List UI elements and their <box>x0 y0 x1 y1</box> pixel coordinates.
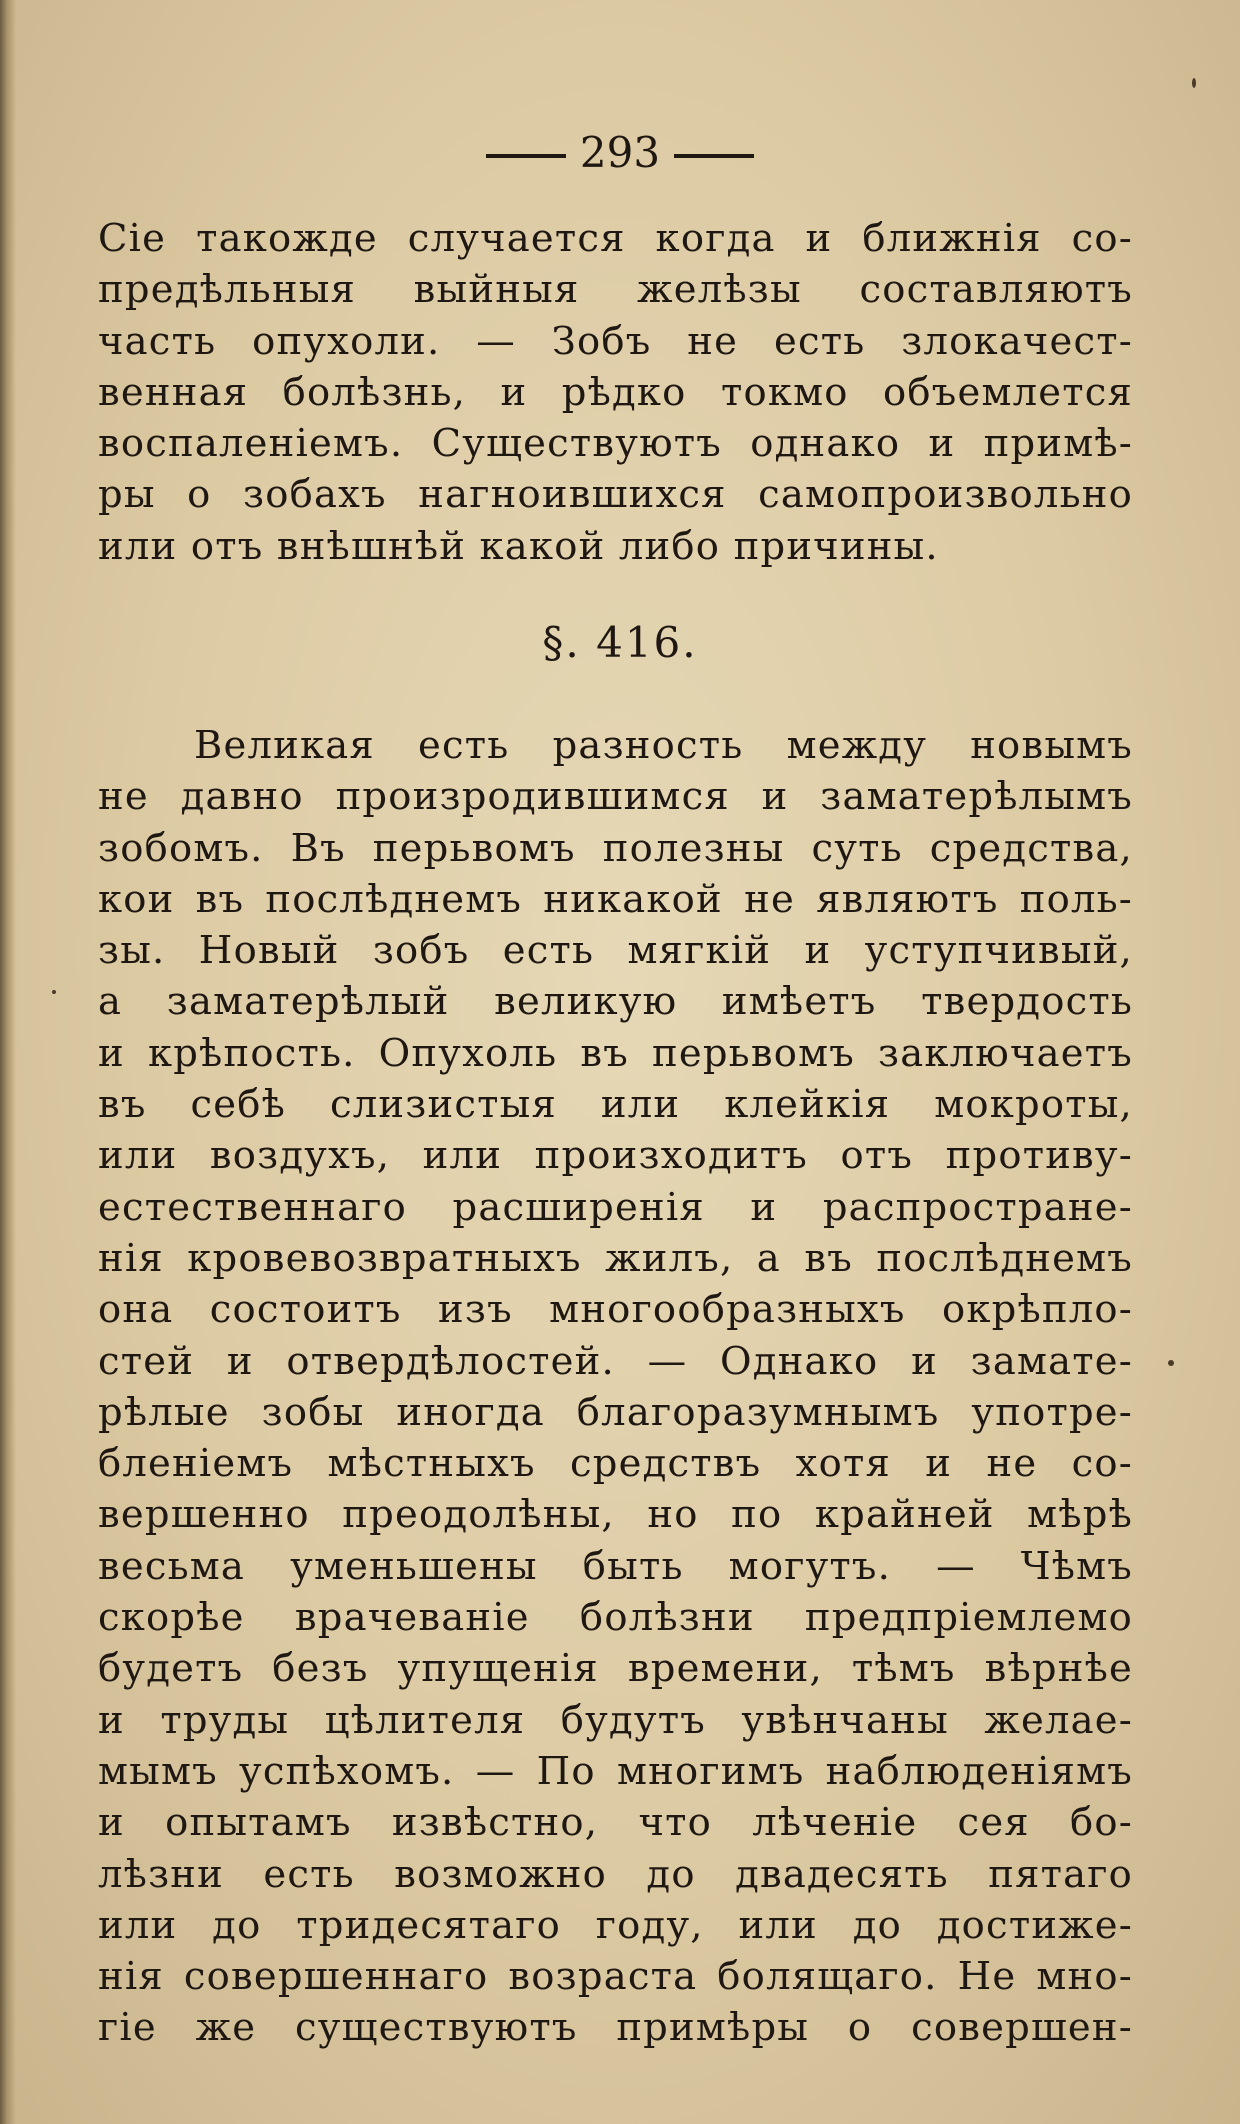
text-line: и труды цѣлителя будутъ увѣнчаны желае- <box>98 1697 1133 1743</box>
text-line: зобомъ. Въ перьвомъ полезны суть средства, <box>98 825 1133 871</box>
paragraph-1 <box>98 213 1133 572</box>
text-line-indented: Великая есть разность между новымъ <box>194 723 1133 768</box>
text-line: рѣлые зобы иногда благоразумнымъ употре- <box>98 1389 1133 1435</box>
text-line: вершенно преодолѣны, но по крайней мѣрѣ <box>98 1492 1133 1538</box>
text-line: стей и отвердѣлостей. — Однако и замате- <box>98 1338 1133 1384</box>
section-heading: §. 416. <box>542 618 698 667</box>
text-line: ры о зобахъ нагноившихся самопроизвольно <box>98 472 1133 518</box>
text-line: и опытамъ извѣстно, что лѣченіе сея бо- <box>98 1800 1133 1846</box>
text-line: или воздухъ, или произходитъ отъ противу- <box>98 1133 1133 1179</box>
ink-speck <box>1192 78 1196 88</box>
text-line: или отъ внѣшнѣй какой либо причины. <box>98 523 939 569</box>
text-line: мымъ успѣхомъ. — По многимъ наблюденіямъ <box>98 1748 1133 1794</box>
text-line: нія кровевозвратныхъ жилъ, а въ послѣднемъ <box>98 1235 1133 1281</box>
text-line: естественнаго расширенія и распростране- <box>98 1184 1133 1230</box>
left-dash <box>486 154 566 158</box>
text-line: будетъ безъ упущенія времени, тѣмъ вѣрнѣе <box>98 1646 1133 1692</box>
binding-edge-shadow <box>0 0 16 2124</box>
text-line: не давно произродившимся и заматерѣлымъ <box>98 774 1133 820</box>
page-number-header <box>0 128 1240 177</box>
paragraph-2 <box>98 720 1133 2054</box>
ink-speck <box>52 990 56 994</box>
text-line: и крѣпость. Опухоль въ перьвомъ заключаетъ <box>98 1030 1133 1076</box>
text-line: Сіе такожде случается когда и ближнія со- <box>98 216 1133 261</box>
text-line: бленіемъ мѣстныхъ средствъ хотя и не со- <box>98 1441 1133 1487</box>
text-line: предѣльныя выйныя желѣзы составляютъ <box>98 267 1133 313</box>
text-line: нія совершеннаго возраста болящаго. Не мно- <box>98 1954 1133 2000</box>
text-line: лѣзни есть возможно до двадесять пятаго <box>98 1851 1133 1897</box>
text-line: или до тридесятаго году, или до достиже- <box>98 1902 1133 1948</box>
page-number: 293 <box>579 128 661 177</box>
text-line: а заматерѣлый великую имѣетъ твердость <box>98 979 1133 1025</box>
text-line: воспаленіемъ. Существуютъ однако и примѣ- <box>98 421 1133 467</box>
text-line: гіе же существуютъ примѣры о совершен- <box>98 2005 1133 2051</box>
text-line: она состоитъ изъ многообразныхъ окрѣпло- <box>98 1287 1133 1333</box>
text-line: въ себѣ слизистыя или клейкія мокроты, <box>98 1082 1133 1128</box>
text-line: часть опухоли. — Зобъ не есть злокачест- <box>98 318 1133 364</box>
text-line: зы. Новый зобъ есть мягкій и уступчивый, <box>98 928 1133 974</box>
ink-speck <box>1168 1360 1174 1366</box>
text-line: кои въ послѣднемъ никакой не являютъ поль- <box>98 876 1133 922</box>
text-line: венная болѣзнь, и рѣдко токмо объемлется <box>98 369 1133 415</box>
text-line: весьма уменьшены быть могутъ. — Чѣмъ <box>98 1543 1133 1589</box>
right-dash <box>674 154 754 158</box>
text-line: скорѣе врачеваніе болѣзни предпріемлемо <box>98 1595 1133 1641</box>
